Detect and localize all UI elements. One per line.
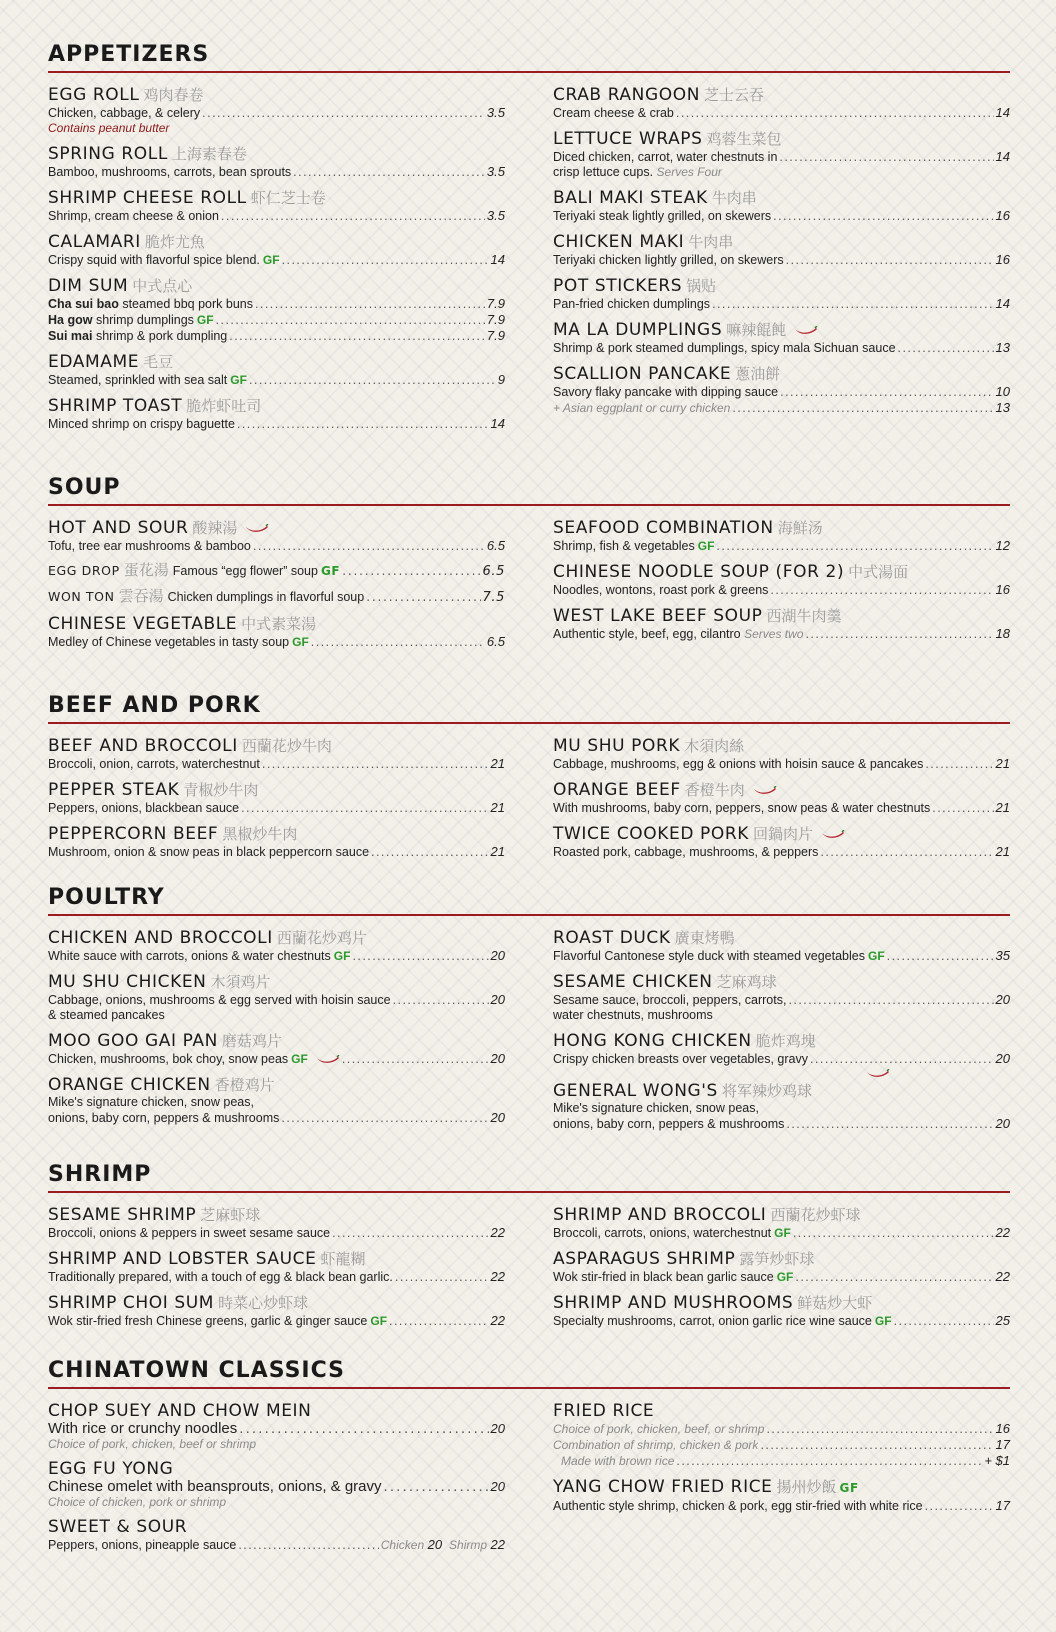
item-chinese-name: 嘛辣餛飩: [726, 321, 787, 339]
menu-item: [48, 188, 505, 224]
item-price: 20: [427, 1537, 443, 1552]
item-price: 6.5: [482, 564, 505, 579]
item-chinese-name: 揚州炒飯: [776, 1478, 837, 1496]
choice-note: Choice of pork, chicken, beef or shrimp: [48, 1437, 257, 1451]
item-chinese-name: 锅贴: [686, 277, 717, 295]
item-description: Tofu, tree ear mushrooms & bamboo: [48, 539, 251, 553]
item-variant-name: Cha sui bao: [48, 297, 119, 311]
item-description: Pan-fried chicken dumplings: [553, 297, 711, 311]
menu-item: [48, 1249, 505, 1285]
item-note: Contains peanut butter: [48, 121, 170, 135]
item-chinese-name: 蔥油餅: [735, 365, 781, 383]
item-price: 10: [995, 384, 1010, 399]
item-name: SESAME CHICKEN: [553, 972, 713, 992]
item-description: With mushrooms, baby corn, peppers, snow peas & water chestnuts: [553, 801, 931, 815]
item-name: EDAMAME: [48, 352, 140, 372]
item-name: SHRIMP CHOI SUM: [48, 1293, 215, 1313]
column-right: [553, 928, 1010, 1140]
item-description: Authentic style shrimp, chicken & pork, egg stir-fried with white rice: [553, 1499, 923, 1513]
column-right: [553, 736, 1010, 868]
menu-item: [48, 928, 505, 964]
item-description: Wok stir-fried in black bean garlic sauce: [553, 1270, 774, 1284]
item-chinese-name: 青椒炒牛肉: [183, 781, 259, 799]
item-name: EGG FU YONG: [48, 1459, 174, 1479]
item-chinese-name: 脆炸鸡塊: [755, 1032, 816, 1050]
item-name: PEPPER STEAK: [48, 780, 180, 800]
item-chinese-name: 毛豆: [143, 353, 174, 371]
item-description: Sesame sauce, broccoli, peppers, carrots,: [553, 993, 787, 1007]
item-description: Mike's signature chicken, snow peas,: [553, 1101, 759, 1115]
menu-item: [48, 1031, 505, 1067]
item-description: Chicken dumplings in flavorful soup: [167, 590, 365, 604]
item-description: Teriyaki steak lightly grilled, on skewers: [553, 209, 772, 223]
item-price: 16: [995, 1421, 1010, 1436]
section-soup: [48, 475, 1010, 658]
column-right: [553, 1401, 1010, 1561]
item-name: LETTUCE WRAPS: [553, 129, 703, 149]
menu-item: [48, 1401, 505, 1451]
item-price: 25: [995, 1313, 1010, 1328]
item-chinese-name: 牛肉串: [688, 233, 734, 251]
item-name: CHOP SUEY AND CHOW MEIN: [48, 1401, 312, 1421]
item-name: CHINESE NOODLE SOUP (FOR 2): [553, 562, 845, 582]
menu-item: [48, 1075, 505, 1126]
item-price: 14: [995, 149, 1010, 164]
item-price: 6.5: [486, 538, 505, 553]
item-price: 20: [490, 1110, 505, 1125]
menu-item: [553, 736, 1010, 772]
section-title: CHINATOWN CLASSICS: [48, 1358, 1010, 1389]
section-title: SHRIMP: [48, 1162, 1010, 1193]
item-name: SHRIMP AND LOBSTER SAUCE: [48, 1249, 317, 1269]
item-chinese-name: 鸡蓉生菜包: [706, 130, 782, 148]
item-chinese-name: 香橙牛肉: [684, 781, 745, 799]
menu-item: [553, 1249, 1010, 1285]
item-name: CHICKEN MAKI: [553, 232, 685, 252]
item-chinese-name: 中式点心: [132, 277, 193, 295]
item-price: 16: [995, 208, 1010, 223]
item-name: SHRIMP AND MUSHROOMS: [553, 1293, 794, 1313]
item-name: TWICE COOKED PORK: [553, 824, 750, 844]
item-name: EGG ROLL: [48, 85, 140, 105]
item-chinese-name: 芝士云吞: [704, 86, 765, 104]
item-price: 20: [490, 948, 505, 963]
menu-item: [48, 780, 505, 816]
item-price: 21: [490, 800, 505, 815]
item-description: Crispy chicken breasts over vegetables, gravy: [553, 1052, 808, 1066]
item-chinese-name: 香橙鸡片: [214, 1076, 275, 1094]
menu-item: [48, 352, 505, 388]
gluten-free-badge: GF: [230, 373, 247, 387]
item-price: 7.9: [486, 296, 505, 311]
item-description: steamed bbq pork buns: [122, 297, 253, 311]
section-appetizers: [48, 42, 1010, 440]
item-description: shrimp dumplings: [95, 313, 194, 327]
item-chinese-name: 回鍋肉片: [753, 825, 814, 843]
gluten-free-badge: GF: [291, 1052, 308, 1066]
item-name: GENERAL WONG'S: [553, 1081, 718, 1101]
item-description: Diced chicken, carrot, water chestnuts in: [553, 150, 778, 164]
item-price: 14: [490, 252, 505, 267]
item-price: 17: [995, 1498, 1010, 1513]
price-label: Chicken: [380, 1538, 425, 1552]
item-chinese-name: 磨菇鸡片: [221, 1032, 282, 1050]
menu-item: [48, 1459, 505, 1509]
item-chinese-name: 黑椒炒牛肉: [222, 825, 298, 843]
menu-item: [48, 824, 505, 860]
menu-item: [48, 144, 505, 180]
section-title: APPETIZERS: [48, 42, 1010, 73]
column-left: [48, 928, 505, 1140]
item-description: Medley of Chinese vegetables in tasty soup: [48, 635, 290, 649]
gluten-free-badge: GF: [697, 539, 715, 553]
item-chinese-name: 上海素春卷: [171, 145, 247, 163]
item-description: Shrimp, cream cheese & onion: [48, 209, 219, 223]
menu-item: [48, 232, 505, 268]
chili-pepper-icon: [794, 326, 818, 335]
item-name: SHRIMP TOAST: [48, 396, 183, 416]
item-price: 20: [490, 1421, 505, 1436]
chili-pepper-icon: [753, 786, 777, 795]
section-title: SOUP: [48, 475, 1010, 506]
item-description: Cabbage, onions, mushrooms & egg served with hoisin sauce: [48, 993, 391, 1007]
item-price: 18: [995, 626, 1010, 641]
item-description-cont: onions, baby corn, peppers & mushrooms: [553, 1117, 785, 1131]
item-description: Wok stir-fried fresh Chinese greens, garlic & ginger sauce: [48, 1314, 368, 1328]
gluten-free-badge: GF: [196, 313, 214, 327]
item-price: 22: [490, 1313, 505, 1328]
item-price: 16: [995, 252, 1010, 267]
item-name: MA LA DUMPLINGS: [553, 320, 723, 340]
item-chinese-name: 西蘭花炒鸡片: [276, 929, 367, 947]
item-price: 6.5: [486, 634, 505, 649]
item-description: Mike's signature chicken, snow peas,: [48, 1095, 254, 1109]
item-chinese-name: 露笋炒虾球: [739, 1250, 815, 1268]
item-chinese-name: 鸡肉春卷: [143, 86, 204, 104]
column-left: [48, 85, 505, 440]
item-name: WEST LAKE BEEF SOUP: [553, 606, 763, 626]
item-variant-name: Ha gow: [48, 313, 93, 327]
gluten-free-badge: GF: [262, 253, 280, 267]
item-name: SPRING ROLL: [48, 144, 168, 164]
chili-pepper-icon: [821, 830, 845, 839]
item-price: 22: [490, 1269, 505, 1284]
item-chinese-name: 酸辣湯: [192, 519, 238, 537]
menu-item: [553, 1401, 1010, 1469]
menu-item: [553, 780, 1010, 816]
item-chinese-name: 鲜菇炒大虾: [797, 1294, 873, 1312]
menu-item: [553, 562, 1010, 598]
menu-item: [553, 1477, 1010, 1514]
item-price: 20: [995, 1051, 1010, 1066]
item-price: 3.5: [486, 208, 505, 223]
menu-item: [48, 736, 505, 772]
item-price: 21: [995, 800, 1010, 815]
item-name: ORANGE CHICKEN: [48, 1075, 211, 1095]
menu-item: [553, 972, 1010, 1023]
column-left: [48, 736, 505, 868]
item-name: MU SHU PORK: [553, 736, 681, 756]
item-description-cont: & steamed pancakes: [48, 1008, 165, 1022]
column-left: [48, 1205, 505, 1337]
item-price: 3.5: [486, 164, 505, 179]
item-description: Cabbage, mushrooms, egg & onions with hoisin sauce & pancakes: [553, 757, 924, 771]
item-chinese-name: 廣東烤鴨: [674, 929, 735, 947]
item-chinese-name: 木須肉絲: [684, 737, 745, 755]
item-price: 22: [490, 1537, 505, 1552]
item-description: Minced shrimp on crispy baguette: [48, 417, 235, 431]
item-description: shrimp & pork dumpling: [95, 329, 228, 343]
item-price: + $1: [984, 1453, 1010, 1468]
item-description-cont: onions, baby corn, peppers & mushrooms: [48, 1111, 280, 1125]
item-description-cont: water chestnuts, mushrooms: [553, 1008, 713, 1022]
item-name: HONG KONG CHICKEN: [553, 1031, 752, 1051]
item-name: POT STICKERS: [553, 276, 683, 296]
item-price: 22: [490, 1225, 505, 1240]
menu-item: [48, 276, 505, 344]
item-chinese-name: 雲吞湯: [118, 588, 164, 605]
item-name: CHICKEN AND BROCCOLI: [48, 928, 273, 948]
item-description: Steamed, sprinkled with sea salt: [48, 373, 228, 387]
item-description: Famous “egg flower” soup: [172, 564, 318, 578]
item-name: MU SHU CHICKEN: [48, 972, 207, 992]
item-chinese-name: 木須鸡片: [210, 973, 271, 991]
gluten-free-badge: GF: [867, 949, 885, 963]
item-description: Chicken, mushrooms, bok choy, snow peas: [48, 1052, 289, 1066]
gluten-free-badge: GF: [370, 1314, 388, 1328]
item-chinese-name: 中式湯面: [848, 563, 909, 581]
menu-item: [553, 928, 1010, 964]
item-description: Teriyaki chicken lightly grilled, on skewers: [553, 253, 784, 267]
item-name: SESAME SHRIMP: [48, 1205, 197, 1225]
item-option: Made with brown rice: [561, 1454, 675, 1468]
item-name: BALI MAKI STEAK: [553, 188, 708, 208]
column-right: [553, 85, 1010, 440]
gluten-free-badge: GF: [774, 1226, 791, 1240]
menu-item: [553, 232, 1010, 268]
item-chinese-name: 脆炸尤魚: [144, 233, 205, 251]
item-chinese-name: 海鮮汤: [777, 519, 823, 537]
item-chinese-name: 西蘭花炒牛肉: [241, 737, 332, 755]
item-chinese-name: 芝麻虾球: [200, 1206, 261, 1224]
item-price: 14: [995, 105, 1010, 120]
item-price: 14: [995, 296, 1010, 311]
item-name: ORANGE BEEF: [553, 780, 681, 800]
gluten-free-badge: GF: [320, 564, 341, 578]
item-description: Cream cheese & crab: [553, 106, 674, 120]
item-price: 14: [490, 416, 505, 431]
item-description: Flavorful Cantonese style duck with steamed vegetables: [553, 949, 865, 963]
chili-pepper-icon: [866, 1069, 890, 1078]
item-description: Peppers, onions, pineapple sauce: [48, 1538, 237, 1552]
item-chinese-name: 西湖牛肉羹: [766, 607, 842, 625]
item-description: Broccoli, onion, carrots, waterchestnut: [48, 757, 260, 771]
item-description: Crispy squid with flavorful spice blend.: [48, 253, 260, 267]
item-name: DIM SUM: [48, 276, 129, 296]
chili-pepper-icon: [316, 1055, 340, 1064]
item-price: 7.9: [486, 312, 505, 327]
item-description-cont: crisp lettuce cups.: [553, 165, 654, 179]
item-chinese-name: 時菜心炒虾球: [218, 1294, 309, 1312]
item-variant-name: Sui mai: [48, 329, 93, 343]
item-price: 21: [995, 844, 1010, 859]
column-left: [48, 1401, 505, 1561]
item-price: 20: [995, 992, 1010, 1007]
gluten-free-badge: GF: [874, 1314, 892, 1328]
item-name: CHINESE VEGETABLE: [48, 614, 238, 634]
menu-item: [48, 1293, 505, 1329]
section-poultry: [48, 885, 1010, 1140]
menu-item: [48, 1517, 505, 1553]
item-option: Choice of pork, chicken, beef, or shrimp: [553, 1422, 765, 1436]
item-price: 20: [490, 1051, 505, 1066]
section-shrimp: [48, 1162, 1010, 1337]
menu-item: [48, 562, 505, 580]
item-description: Shrimp, fish & vegetables: [553, 539, 695, 553]
item-name: ASPARAGUS SHRIMP: [553, 1249, 736, 1269]
menu-item: [48, 1205, 505, 1241]
section-chinatown-classics: [48, 1358, 1010, 1561]
menu-item: [553, 1031, 1010, 1073]
item-price: 13: [995, 340, 1010, 355]
item-chinese-name: 蛋花湯: [123, 562, 169, 579]
column-left: [48, 518, 505, 658]
menu-item: [553, 824, 1010, 860]
addon-price: 13: [995, 400, 1010, 415]
item-price: 16: [995, 582, 1010, 597]
section-title: BEEF AND PORK: [48, 693, 1010, 724]
serves-note: Serves two: [744, 627, 804, 641]
item-price: 21: [995, 756, 1010, 771]
menu-item: [48, 518, 505, 554]
column-right: [553, 518, 1010, 658]
item-description: Peppers, onions, blackbean sauce: [48, 801, 240, 815]
item-name: CRAB RANGOON: [553, 85, 701, 105]
menu-item: [553, 1205, 1010, 1241]
item-description: Savory flaky pancake with dipping sauce: [553, 385, 779, 399]
choice-note: Choice of chicken, pork or shrimp: [48, 1495, 227, 1509]
item-price: 21: [490, 844, 505, 859]
item-name: SCALLION PANCAKE: [553, 364, 732, 384]
item-description: Broccoli, carrots, onions, waterchestnut: [553, 1226, 772, 1240]
serves-note: Serves Four: [656, 165, 722, 179]
menu-item: [553, 129, 1010, 180]
item-description: Chinese omelet with beansprouts, onions, & gravy: [48, 1479, 382, 1495]
item-name: ROAST DUCK: [553, 928, 671, 948]
item-description: Mushroom, onion & snow peas in black peppercorn sauce: [48, 845, 370, 859]
item-option: Combination of shrimp, chicken & pork: [553, 1438, 759, 1452]
chili-pepper-icon: [245, 524, 269, 533]
price-label: Shirmp: [449, 1538, 488, 1552]
item-description: Chicken, cabbage, & celery: [48, 106, 201, 120]
item-chinese-name: 脆炸虾吐司: [186, 397, 262, 415]
column-right: [553, 1205, 1010, 1337]
item-name: SEAFOOD COMBINATION: [553, 518, 774, 538]
item-price: 7.9: [486, 328, 505, 343]
item-price: 22: [995, 1225, 1010, 1240]
item-price: 21: [490, 756, 505, 771]
item-description: Traditionally prepared, with a touch of egg & black bean garlic.: [48, 1270, 393, 1284]
item-name: FRIED RICE: [553, 1401, 655, 1421]
gluten-free-badge: GF: [776, 1270, 794, 1284]
item-price: 7.5: [482, 590, 505, 605]
menu-item: [48, 972, 505, 1023]
menu-item: [553, 364, 1010, 416]
item-price: 20: [490, 992, 505, 1007]
item-description: Authentic style, beef, egg, cilantro: [553, 627, 741, 641]
item-price: 20: [490, 1479, 505, 1494]
gluten-free-badge: GF: [839, 1481, 859, 1495]
item-name: CALAMARI: [48, 232, 141, 252]
item-name: EGG DROP: [48, 563, 120, 578]
section-beef-and-pork: [48, 693, 1010, 868]
item-description: Broccoli, onions & peppers in sweet sesame sauce: [48, 1226, 331, 1240]
menu-item: [48, 614, 505, 650]
menu-item: [553, 606, 1010, 642]
item-chinese-name: 虾仁芝士卷: [250, 189, 326, 207]
item-description: With rice or crunchy noodles: [48, 1421, 238, 1437]
menu-item: [553, 1293, 1010, 1329]
item-description: White sauce with carrots, onions & water chestnuts: [48, 949, 331, 963]
menu-item: [48, 588, 505, 606]
item-price: 3.5: [486, 105, 505, 120]
item-chinese-name: 牛肉串: [711, 189, 757, 207]
menu-item: [553, 276, 1010, 312]
item-chinese-name: 中式素菜湯: [241, 615, 317, 633]
item-chinese-name: 西蘭花炒虾球: [770, 1206, 861, 1224]
item-description: Bamboo, mushrooms, carrots, bean sprouts: [48, 165, 292, 179]
menu-item: [553, 1081, 1010, 1132]
item-name: SWEET & SOUR: [48, 1517, 188, 1537]
item-price: 20: [995, 1116, 1010, 1131]
item-name: SHRIMP AND BROCCOLI: [553, 1205, 767, 1225]
item-name: YANG CHOW FRIED RICE: [553, 1477, 773, 1497]
item-price: 22: [995, 1269, 1010, 1284]
item-description: Shrimp & pork steamed dumplings, spicy mala Sichuan sauce: [553, 341, 896, 355]
item-chinese-name: 芝麻鸡球: [716, 973, 777, 991]
menu-item: [553, 518, 1010, 554]
item-description: Roasted pork, cabbage, mushrooms, & peppers: [553, 845, 819, 859]
menu-item: [553, 85, 1010, 121]
item-price: 17: [995, 1437, 1010, 1452]
item-chinese-name: 将军辣炒鸡球: [721, 1082, 812, 1100]
item-price: 12: [995, 538, 1010, 553]
section-title: POULTRY: [48, 885, 1010, 916]
gluten-free-badge: GF: [292, 635, 309, 649]
menu-item: [48, 85, 505, 136]
menu-item: [553, 320, 1010, 356]
menu-item: [48, 396, 505, 432]
item-price: 9: [497, 372, 505, 387]
gluten-free-badge: GF: [333, 949, 351, 963]
item-name: MOO GOO GAI PAN: [48, 1031, 218, 1051]
item-chinese-name: 虾龍糊: [320, 1250, 366, 1268]
item-name: HOT AND SOUR: [48, 518, 189, 538]
addon-option: + Asian eggplant or curry chicken: [553, 401, 731, 415]
item-name: WON TON: [48, 589, 115, 604]
item-description: Specialty mushrooms, carrot, onion garlic rice wine sauce: [553, 1314, 872, 1328]
item-name: BEEF AND BROCCOLI: [48, 736, 238, 756]
menu-item: [553, 188, 1010, 224]
item-description: Noodles, wontons, roast pork & greens: [553, 583, 769, 597]
item-name: PEPPERCORN BEEF: [48, 824, 219, 844]
item-price: 35: [995, 948, 1010, 963]
item-name: SHRIMP CHEESE ROLL: [48, 188, 247, 208]
